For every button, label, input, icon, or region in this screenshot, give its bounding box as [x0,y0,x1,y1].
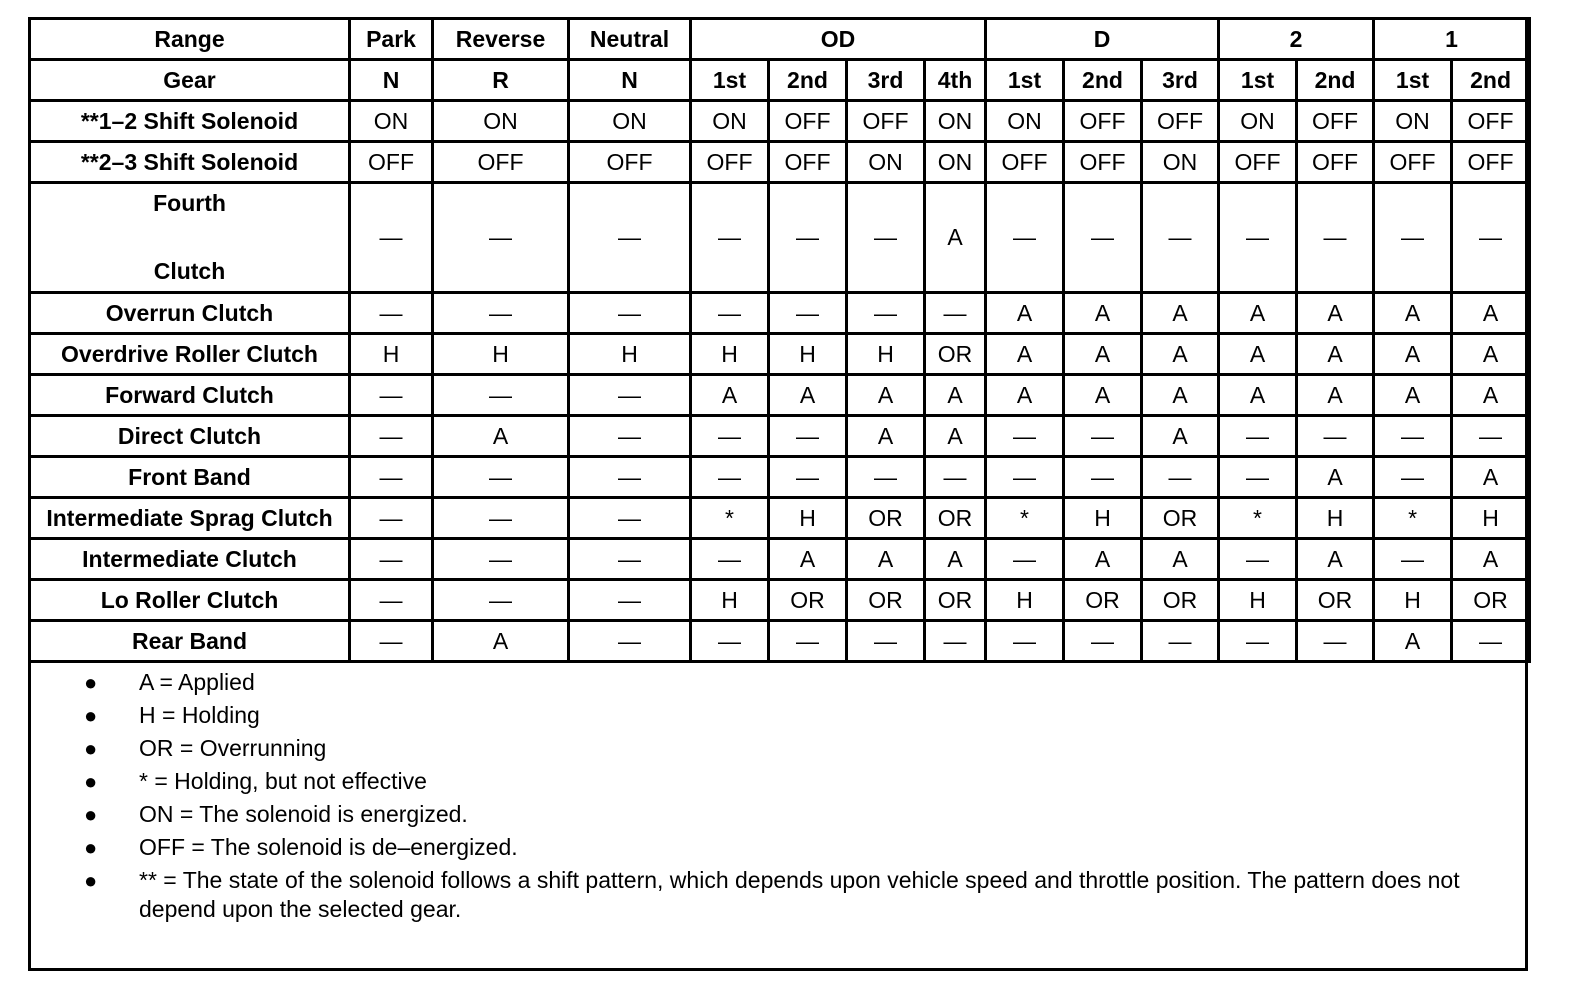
legend-item [80,767,1520,796]
gear-cell: 1st [1219,60,1297,101]
status-cell: H [691,580,769,621]
status-cell: ON [433,101,569,142]
status-cell: — [1219,183,1297,293]
gear-cell: 3rd [847,60,925,101]
range-d: D [986,19,1219,60]
status-cell: * [1374,498,1452,539]
status-cell: — [350,293,433,334]
status-cell: ON [925,142,986,183]
status-cell: — [350,183,433,293]
status-cell: ON [925,101,986,142]
status-cell: H [1219,580,1297,621]
legend-text: A = Applied [139,669,255,695]
status-cell: ON [1219,101,1297,142]
status-cell: H [769,498,847,539]
status-cell: — [569,498,691,539]
status-cell: A [433,621,569,662]
status-cell: — [1297,183,1374,293]
status-cell: H [433,334,569,375]
status-cell: OR [1142,498,1219,539]
status-cell: — [986,457,1064,498]
status-cell: OFF [1297,101,1374,142]
status-cell: OFF [986,142,1064,183]
bullet-icon: ● [84,802,98,827]
status-cell: * [986,498,1064,539]
status-cell: — [847,457,925,498]
status-cell: — [769,621,847,662]
status-cell: — [1142,183,1219,293]
status-cell: — [925,457,986,498]
range-2: 2 [1219,19,1374,60]
status-cell: A [1219,334,1297,375]
status-cell: A [1452,457,1530,498]
status-cell: OFF [1064,101,1142,142]
status-cell: A [1142,334,1219,375]
status-cell: OFF [1374,142,1452,183]
status-cell: H [1297,498,1374,539]
status-cell: — [433,293,569,334]
row-label: Forward Clutch [30,375,350,416]
status-cell: OFF [1297,142,1374,183]
status-cell: — [433,539,569,580]
range-reverse: Reverse [433,19,569,60]
status-cell: OR [925,498,986,539]
legend-text: OR = Overrunning [139,735,327,761]
status-cell: * [691,498,769,539]
status-cell: H [1452,498,1530,539]
status-cell: A [1064,375,1142,416]
status-cell: A [1297,457,1374,498]
status-cell: * [1219,498,1297,539]
component-row [30,334,1530,375]
range-park: Park [350,19,433,60]
component-row [30,416,1530,457]
status-cell: A [1219,293,1297,334]
status-cell: — [691,457,769,498]
status-cell: A [986,334,1064,375]
component-row [30,539,1530,580]
status-cell: — [569,375,691,416]
gear-cell: N [350,60,433,101]
legend-text: H = Holding [139,702,260,728]
status-cell: — [433,183,569,293]
status-cell: — [1064,457,1142,498]
component-row [30,580,1530,621]
clutch-apply-chart [28,17,1531,663]
status-cell: H [1064,498,1142,539]
status-cell: — [1452,183,1530,293]
status-cell: OFF [1064,142,1142,183]
status-cell: — [433,457,569,498]
gear-cell: 1st [986,60,1064,101]
status-cell: A [1142,416,1219,457]
status-cell: — [1219,621,1297,662]
gear-cell: 2nd [769,60,847,101]
gear-cell: 1st [1374,60,1452,101]
legend-item [80,866,1520,924]
status-cell: H [769,334,847,375]
bullet-icon: ● [84,868,98,893]
legend-item [80,734,1520,763]
status-cell: A [1452,375,1530,416]
status-cell: — [1219,539,1297,580]
status-cell: — [1064,416,1142,457]
status-cell: A [769,375,847,416]
legend [80,668,1520,928]
legend-item [80,701,1520,730]
range-label: Range [30,19,350,60]
status-cell: — [569,457,691,498]
status-cell: H [1374,580,1452,621]
bullet-icon: ● [84,703,98,728]
status-cell: OFF [350,142,433,183]
status-cell: — [1452,416,1530,457]
status-cell: — [569,580,691,621]
status-cell: A [1142,375,1219,416]
status-cell: A [1064,293,1142,334]
status-cell: OR [847,498,925,539]
status-cell: OFF [1219,142,1297,183]
status-cell: A [1374,334,1452,375]
status-cell: OR [847,580,925,621]
status-cell: — [1374,416,1452,457]
bullet-icon: ● [84,670,98,695]
range-header-row [30,19,1530,60]
status-cell: — [1142,621,1219,662]
status-cell: A [925,183,986,293]
status-cell: OFF [691,142,769,183]
row-label: Front Band [30,457,350,498]
status-cell: OR [925,580,986,621]
status-cell: — [350,375,433,416]
legend-text: ON = The solenoid is energized. [139,801,468,827]
row-label-line2: Clutch [153,258,226,284]
range-od: OD [691,19,986,60]
status-cell: ON [847,142,925,183]
status-cell: A [1142,539,1219,580]
row-label-line1: Fourth [153,190,226,216]
row-label: Overdrive Roller Clutch [30,334,350,375]
component-row [30,498,1530,539]
status-cell: — [1374,457,1452,498]
status-cell: — [569,293,691,334]
status-cell: A [1064,334,1142,375]
gear-label: Gear [30,60,350,101]
gear-cell: 1st [691,60,769,101]
component-row [30,142,1530,183]
row-label: Intermediate Sprag Clutch [30,498,350,539]
status-cell: — [925,621,986,662]
status-cell: OFF [1142,101,1219,142]
status-cell: — [986,539,1064,580]
status-cell: — [1374,539,1452,580]
status-cell: — [350,457,433,498]
status-cell: A [1374,293,1452,334]
status-cell: — [569,539,691,580]
status-cell: OFF [433,142,569,183]
bullet-icon: ● [84,736,98,761]
status-cell: OFF [1452,101,1530,142]
status-cell: — [569,621,691,662]
status-cell: OFF [769,142,847,183]
status-cell: OR [1064,580,1142,621]
status-cell: OFF [569,142,691,183]
status-cell: A [1452,293,1530,334]
status-cell: — [986,621,1064,662]
status-cell: A [847,375,925,416]
status-cell: — [350,580,433,621]
row-label: Overrun Clutch [30,293,350,334]
status-cell: A [1452,539,1530,580]
status-cell: — [569,183,691,293]
status-cell: A [925,375,986,416]
status-cell: — [847,621,925,662]
range-neutral: Neutral [569,19,691,60]
status-cell: H [986,580,1064,621]
status-cell: — [691,416,769,457]
status-cell: — [691,183,769,293]
row-label: **1–2 Shift Solenoid [30,101,350,142]
gear-cell: 4th [925,60,986,101]
status-cell: H [691,334,769,375]
status-cell: ON [691,101,769,142]
gear-cell: N [569,60,691,101]
status-cell: OFF [847,101,925,142]
row-label: Intermediate Clutch [30,539,350,580]
status-cell: A [1142,293,1219,334]
status-cell: — [433,580,569,621]
component-row [30,293,1530,334]
status-cell: ON [1374,101,1452,142]
status-cell: — [691,293,769,334]
row-label: Direct Clutch [30,416,350,457]
legend-item [80,668,1520,697]
component-row [30,183,1530,293]
bullet-icon: ● [84,769,98,794]
status-cell: — [1219,416,1297,457]
status-cell: — [986,416,1064,457]
status-cell: — [1064,621,1142,662]
row-label: **2–3 Shift Solenoid [30,142,350,183]
gear-cell: 2nd [1297,60,1374,101]
status-cell: A [1374,621,1452,662]
status-cell: A [1297,293,1374,334]
gear-cell: R [433,60,569,101]
status-cell: A [1374,375,1452,416]
status-cell: — [769,457,847,498]
status-cell: — [925,293,986,334]
legend-item [80,800,1520,829]
status-cell: H [350,334,433,375]
status-cell: OFF [1452,142,1530,183]
status-cell: A [1219,375,1297,416]
status-cell: OR [1297,580,1374,621]
status-cell: — [569,416,691,457]
status-cell: OR [1452,580,1530,621]
status-cell: A [986,375,1064,416]
status-cell: A [691,375,769,416]
status-cell: — [1142,457,1219,498]
status-cell: A [433,416,569,457]
gear-cell: 2nd [1452,60,1530,101]
status-cell: — [1297,621,1374,662]
bullet-icon: ● [84,835,98,860]
status-cell: A [1297,334,1374,375]
status-cell: — [1064,183,1142,293]
status-cell: — [986,183,1064,293]
status-cell: ON [1142,142,1219,183]
status-cell: A [1452,334,1530,375]
status-cell: — [1452,621,1530,662]
status-cell: OR [769,580,847,621]
status-cell: — [433,375,569,416]
range-1: 1 [1374,19,1530,60]
status-cell: A [847,416,925,457]
gear-cell: 2nd [1064,60,1142,101]
status-cell: — [847,293,925,334]
status-cell: A [925,539,986,580]
status-cell: A [1064,539,1142,580]
row-label: Lo Roller Clutch [30,580,350,621]
status-cell: ON [986,101,1064,142]
status-cell: A [769,539,847,580]
legend-text: ** = The state of the solenoid follows a shift pattern, which depends upon vehicle speed and throttle position. The pattern does not depend upon the selected gear. [139,867,1460,922]
legend-text: * = Holding, but not effective [139,768,427,794]
status-cell: — [691,539,769,580]
legend-item [80,833,1520,862]
component-row [30,621,1530,662]
legend-text: OFF = The solenoid is de–energized. [139,834,518,860]
status-cell: A [1297,375,1374,416]
status-cell: — [769,293,847,334]
status-cell: — [691,621,769,662]
row-label [30,183,350,293]
status-cell: — [1297,416,1374,457]
status-cell: — [350,498,433,539]
status-cell: ON [350,101,433,142]
status-cell: A [847,539,925,580]
status-cell: — [1219,457,1297,498]
status-cell: A [986,293,1064,334]
component-row [30,101,1530,142]
status-cell: — [1374,183,1452,293]
row-label: Rear Band [30,621,350,662]
status-cell: H [847,334,925,375]
status-cell: H [569,334,691,375]
gear-header-row [30,60,1530,101]
status-cell: — [847,183,925,293]
component-row [30,457,1530,498]
status-cell: — [350,621,433,662]
status-cell: OR [925,334,986,375]
status-cell: — [350,416,433,457]
status-cell: — [769,416,847,457]
status-cell: OR [1142,580,1219,621]
status-cell: — [433,498,569,539]
status-cell: — [350,539,433,580]
component-row [30,375,1530,416]
status-cell: OFF [769,101,847,142]
gear-cell: 3rd [1142,60,1219,101]
status-cell: A [925,416,986,457]
status-cell: A [1297,539,1374,580]
status-cell: — [769,183,847,293]
status-cell: ON [569,101,691,142]
